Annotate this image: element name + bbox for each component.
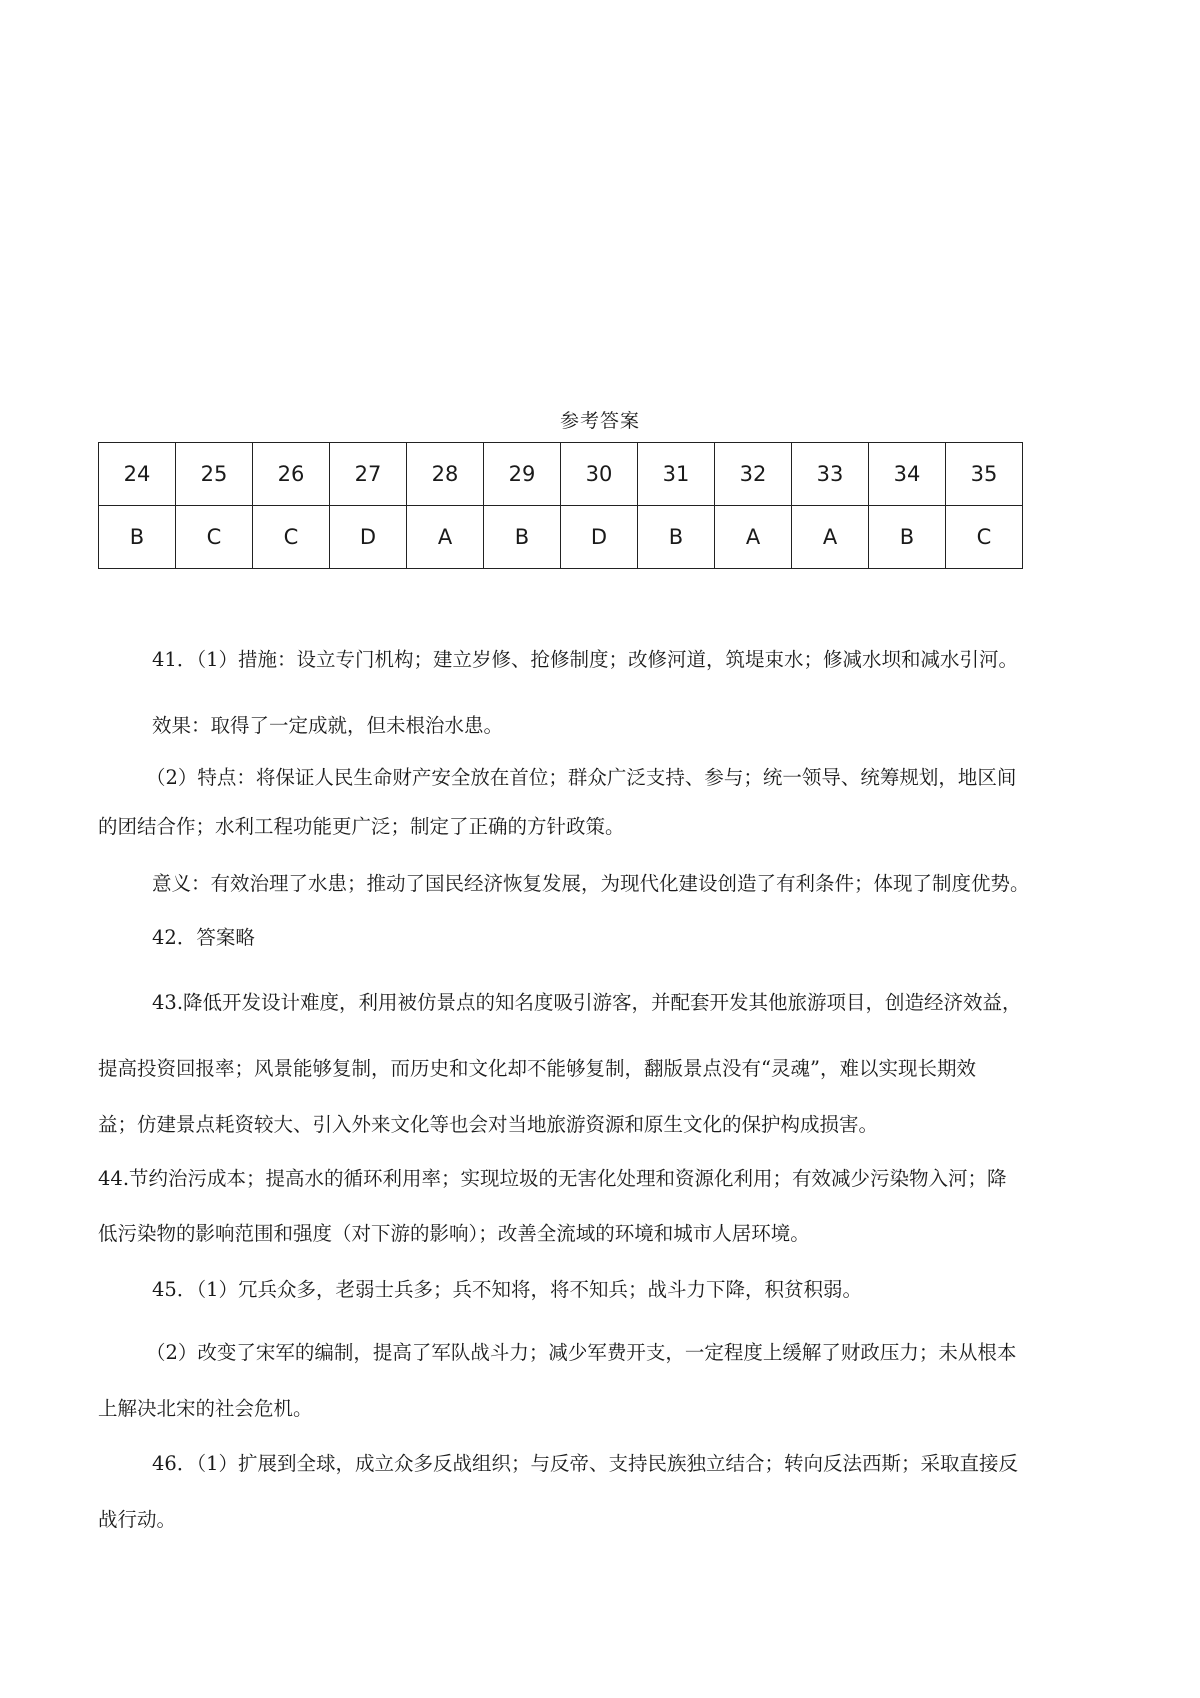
answer-44-line2: 低污染物的影响范围和强度（对下游的影响）；改善全流域的环境和城市人居环境。 xyxy=(98,1222,810,1245)
question-number-cell: 25 xyxy=(176,443,253,506)
answer-cell: D xyxy=(330,506,407,569)
answer-cell: C xyxy=(176,506,253,569)
answer-46-part1: 46．（1）扩展到全球，成立众多反战组织；与反帝、支持民族独立结合；转向反法西斯；采取直接反 xyxy=(152,1452,1018,1475)
question-number-cell: 34 xyxy=(869,443,946,506)
answer-cell: A xyxy=(792,506,869,569)
answer-43-line1: 43.降低开发设计难度，利用被仿景点的知名度吸引游客，并配套开发其他旅游项目，创造经济效益， xyxy=(152,991,1022,1014)
answer-cell: B xyxy=(484,506,561,569)
answer-41-part2-significance: 意义：有效治理了水患；推动了国民经济恢复发展，为现代化建设创造了有利条件；体现了制度优势。 xyxy=(152,872,1030,895)
answer-43-line3: 益；仿建景点耗资较大、引入外来文化等也会对当地旅游资源和原生文化的保护构成损害。 xyxy=(98,1113,879,1136)
question-number-cell: 27 xyxy=(330,443,407,506)
question-number-cell: 35 xyxy=(946,443,1023,506)
answer-45-part2: （2）改变了宋军的编制，提高了军队战斗力；减少军费开支，一定程度上缓解了财政压力；未从根本 xyxy=(146,1341,1017,1364)
answer-41-part1-measures: 41．（1）措施：设立专门机构；建立岁修、抢修制度；改修河道，筑堤束水；修减水坝和减水引河。 xyxy=(152,648,1018,671)
question-number-cell: 28 xyxy=(407,443,484,506)
question-number-cell: 31 xyxy=(638,443,715,506)
answer-41-part1-effect: 效果：取得了一定成就，但未根治水患。 xyxy=(152,714,504,737)
answer-41-part2-features: （2）特点：将保证人民生命财产安全放在首位；群众广泛支持、参与；统一领导、统筹规划，地区间 xyxy=(146,766,1017,789)
answer-table xyxy=(98,442,1023,569)
answer-43-line2: 提高投资回报率；风景能够复制，而历史和文化却不能够复制，翻版景点没有“灵魂”，难以实现长期效 xyxy=(98,1057,976,1080)
question-number-cell: 29 xyxy=(484,443,561,506)
answer-42: 42．答案略 xyxy=(152,926,255,949)
answer-45-part1: 45．（1）冗兵众多，老弱士兵多；兵不知将，将不知兵；战斗力下降，积贫积弱。 xyxy=(152,1278,862,1301)
answer-44-line1: 44.节约治污成本；提高水的循环利用率；实现垃圾的无害化处理和资源化利用；有效减少污染物入河；降 xyxy=(98,1167,1007,1190)
answer-cell: D xyxy=(561,506,638,569)
answer-46-part1-cont: 战行动。 xyxy=(98,1508,177,1531)
page-title: 参考答案 xyxy=(559,410,640,432)
answer-row xyxy=(99,506,1023,569)
answer-cell: A xyxy=(407,506,484,569)
answer-cell: C xyxy=(946,506,1023,569)
answer-cell: A xyxy=(715,506,792,569)
answer-cell: B xyxy=(638,506,715,569)
answer-45-part2-cont: 上解决北宋的社会危机。 xyxy=(98,1397,313,1420)
question-number-cell: 32 xyxy=(715,443,792,506)
question-number-cell: 33 xyxy=(792,443,869,506)
question-number-row xyxy=(99,443,1023,506)
answer-41-part2-features-cont: 的团结合作；水利工程功能更广泛；制定了正确的方针政策。 xyxy=(98,815,625,838)
question-number-cell: 24 xyxy=(99,443,176,506)
answer-cell: C xyxy=(253,506,330,569)
question-number-cell: 30 xyxy=(561,443,638,506)
question-number-cell: 26 xyxy=(253,443,330,506)
answer-cell: B xyxy=(869,506,946,569)
answer-cell: B xyxy=(99,506,176,569)
